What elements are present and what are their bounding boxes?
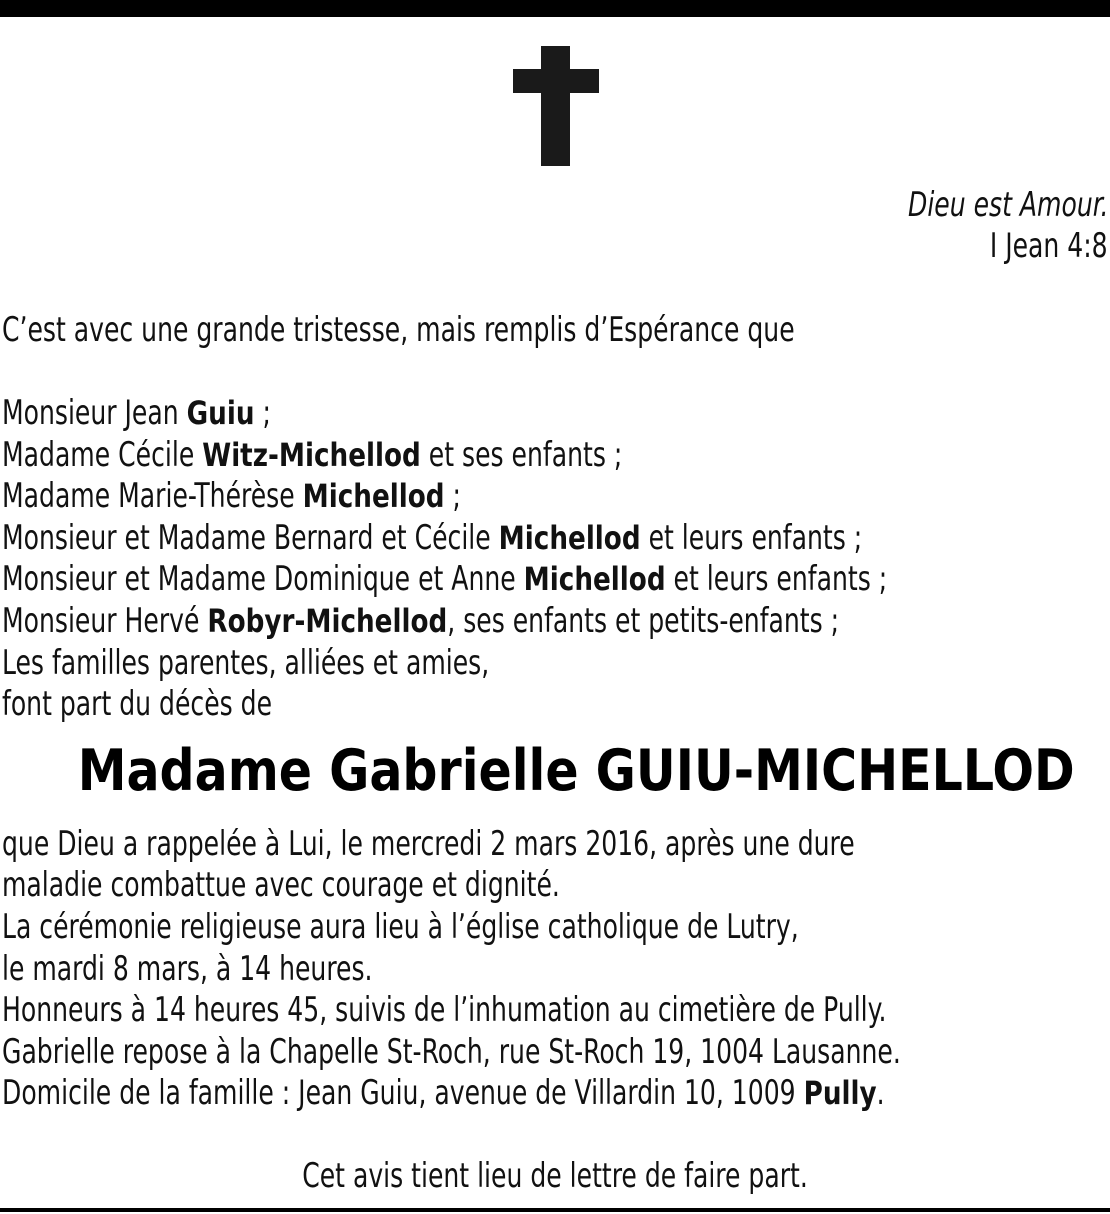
mourner-line: Monsieur et Madame Dominique et Anne Michellod et leurs enfants ; <box>2 559 888 599</box>
mourner-line: Madame Marie-Thérèse Michellod ; <box>2 476 461 516</box>
intro-line: C’est avec une grande tristesse, mais remplis d’Espérance que <box>2 310 795 350</box>
closing-line: Cet avis tient lieu de lettre de faire part. <box>302 1156 808 1196</box>
details-line: que Dieu a rappelée à Lui, le mercredi 2 mars 2016, après une dure <box>2 824 855 864</box>
details-line: Gabrielle repose à la Chapelle St-Roch, rue St-Roch 19, 1004 Lausanne. <box>2 1032 901 1072</box>
mourner-line: Monsieur Hervé Robyr-Michellod, ses enfants et petits-enfants ; <box>2 601 840 641</box>
details-line: le mardi 8 mars, à 14 heures. <box>2 949 373 989</box>
details-line: Honneurs à 14 heures 45, suivis de l’inhumation au cimetière de Pully. <box>2 990 887 1030</box>
family-name: Witz-Michellod <box>202 436 421 474</box>
family-name: Michellod <box>498 519 641 557</box>
top-border-rule <box>0 0 1110 17</box>
family-name: Michellod <box>302 477 445 515</box>
announce-line: font part du décès de <box>2 684 273 724</box>
domicile-line: Domicile de la famille : Jean Guiu, avenue de Villardin 10, 1009 Pully. <box>2 1073 885 1113</box>
cross-icon <box>513 46 599 166</box>
quote-text: Dieu est Amour. <box>907 185 1108 225</box>
quote-reference: I Jean 4:8 <box>990 226 1108 266</box>
family-name: Robyr-Michellod <box>207 602 448 640</box>
mourner-line: Monsieur Jean Guiu ; <box>2 393 271 433</box>
mourner-line: Madame Cécile Witz-Michellod et ses enfants ; <box>2 435 623 475</box>
family-name: Michellod <box>523 560 666 598</box>
mourner-line: Monsieur et Madame Bernard et Cécile Michellod et leurs enfants ; <box>2 518 863 558</box>
family-name: Guiu <box>186 394 255 432</box>
families-line: Les familles parentes, alliées et amies, <box>2 643 490 683</box>
bottom-border-rule <box>0 1208 1110 1212</box>
domicile-place: Pully <box>803 1074 877 1112</box>
details-line: maladie combattue avec courage et dignité. <box>2 865 560 905</box>
deceased-name: Madame Gabrielle GUIU-MICHELLOD <box>77 738 1075 804</box>
details-line: La cérémonie religieuse aura lieu à l’église catholique de Lutry, <box>2 907 799 947</box>
